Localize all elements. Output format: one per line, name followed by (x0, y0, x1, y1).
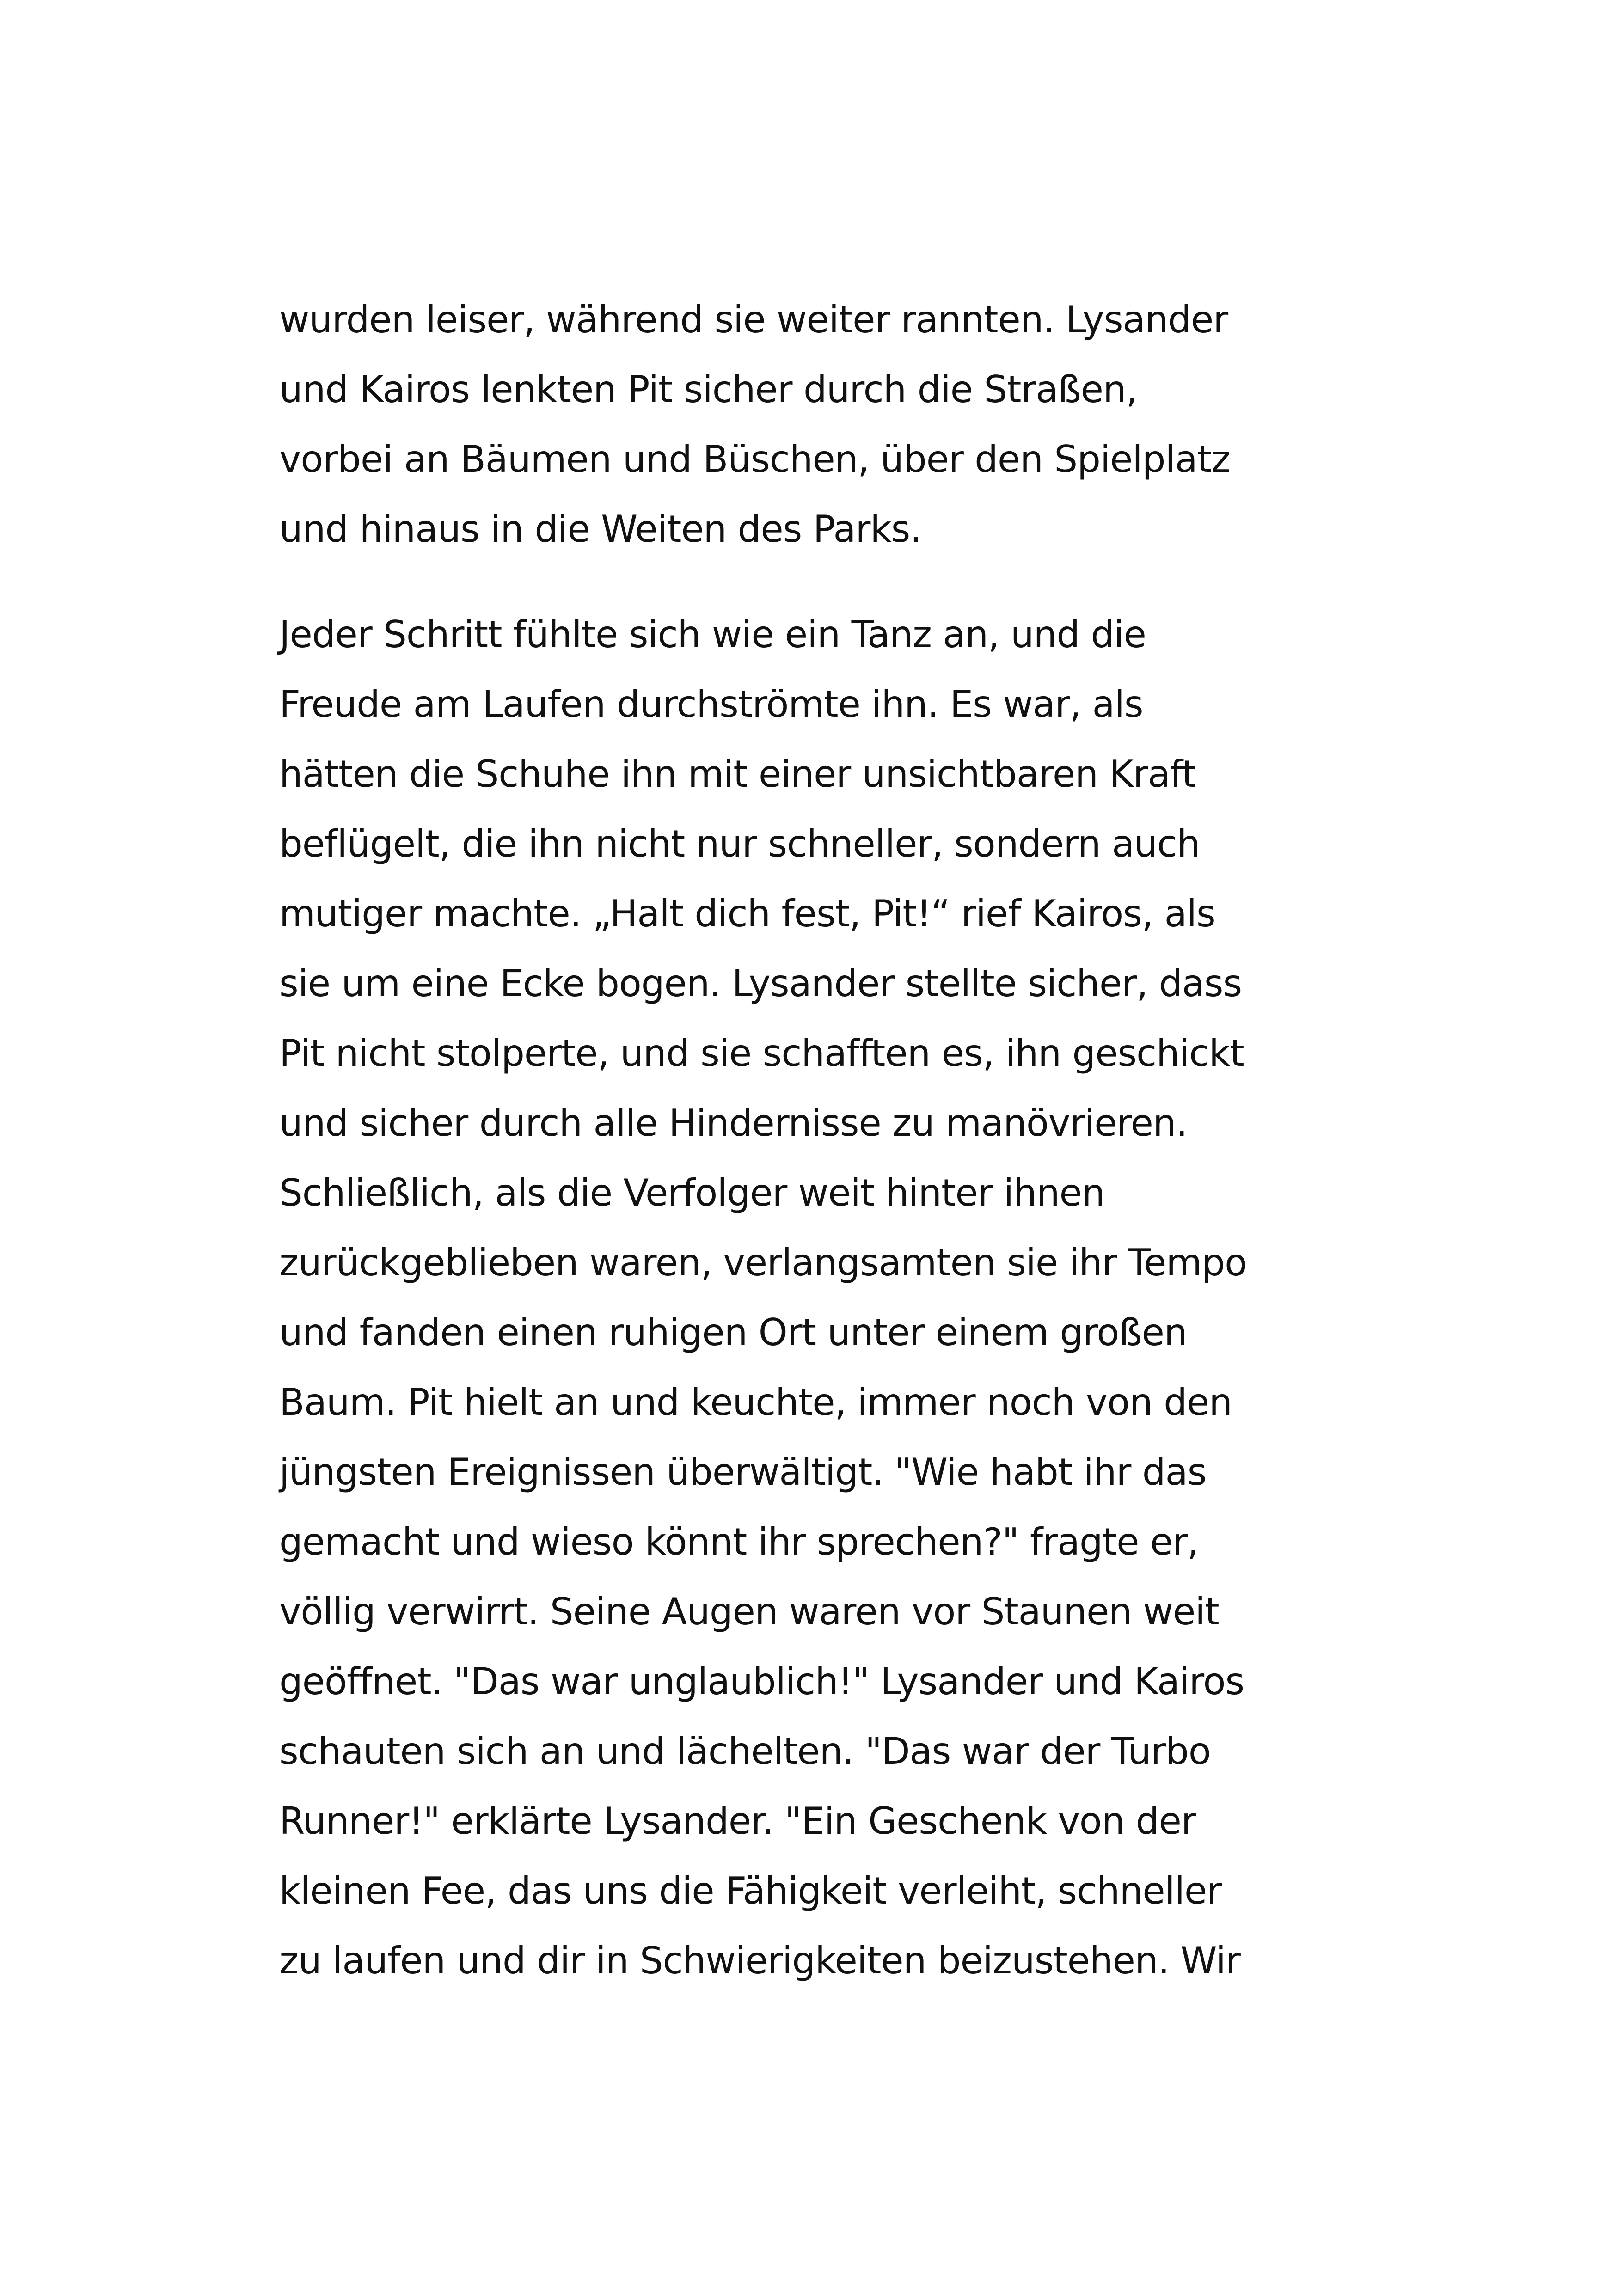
text-line: und hinaus in die Weiten des Parks. (279, 508, 921, 551)
text-line: hätten die Schuhe ihn mit einer unsichtbaren Kraft (279, 753, 1196, 796)
text-line: sie um eine Ecke bogen. Lysander stellte sicher, dass (279, 962, 1242, 1005)
text-line: beflügelt, die ihn nicht nur schneller, sondern auch (279, 822, 1200, 865)
text-line: und fanden einen ruhigen Ort unter einem großen (279, 1311, 1187, 1354)
text-line: Schließlich, als die Verfolger weit hinter ihnen (279, 1171, 1105, 1214)
text-line: kleinen Fee, das uns die Fähigkeit verleiht, schneller (279, 1869, 1222, 1912)
text-line: Freude am Laufen durchströmte ihn. Es war, als (279, 683, 1143, 726)
text-line: und Kairos lenkten Pit sicher durch die Straßen, (279, 368, 1138, 411)
text-line: zu laufen und dir in Schwierigkeiten beizustehen. Wir (279, 1939, 1240, 1982)
text-line: schauten sich an und lächelten. "Das war der Turbo (279, 1730, 1211, 1773)
paragraph-2 (279, 600, 1379, 1996)
text-line: und sicher durch alle Hindernisse zu manövrieren. (279, 1102, 1188, 1145)
text-line: jüngsten Ereignissen überwältigt. "Wie habt ihr das (279, 1451, 1207, 1494)
text-line: Baum. Pit hielt an und keuchte, immer noch von den (279, 1381, 1232, 1424)
paragraph-1 (279, 285, 1379, 564)
text-line: Runner!" erklärte Lysander. "Ein Geschenk von der (279, 1800, 1196, 1843)
text-line: völlig verwirrt. Seine Augen waren vor Staunen weit (279, 1590, 1219, 1633)
text-line: geöffnet. "Das war unglaublich!" Lysander und Kairos (279, 1660, 1244, 1703)
text-line: zurückgeblieben waren, verlangsamten sie ihr Tempo (279, 1241, 1247, 1284)
text-line: wurden leiser, während sie weiter rannten. Lysander (279, 298, 1228, 341)
text-line: vorbei an Bäumen und Büschen, über den Spielplatz (279, 438, 1231, 481)
text-line: Jeder Schritt fühlte sich wie ein Tanz an, und die (279, 613, 1146, 656)
text-line: gemacht und wieso könnt ihr sprechen?" fragte er, (279, 1520, 1199, 1563)
text-line: Pit nicht stolperte, und sie schafften es, ihn geschickt (279, 1032, 1244, 1075)
text-line: mutiger machte. „Halt dich fest, Pit!“ rief Kairos, als (279, 892, 1215, 935)
